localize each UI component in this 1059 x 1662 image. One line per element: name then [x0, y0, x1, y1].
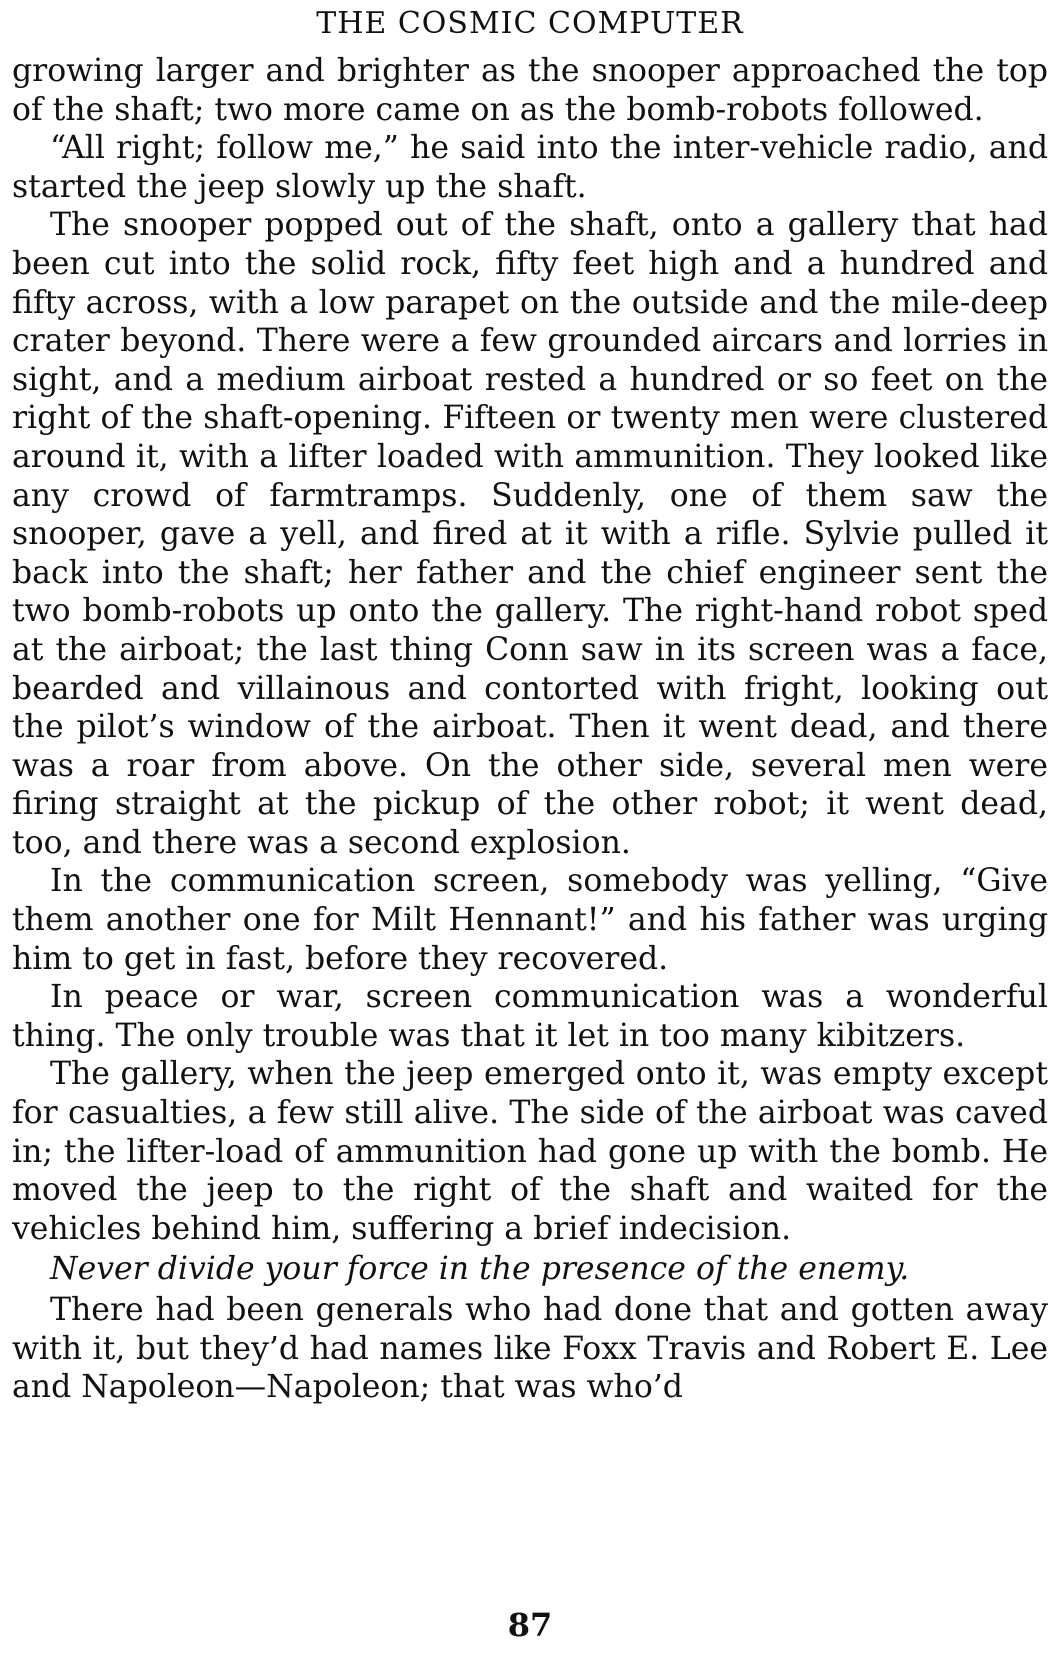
body-text	[12, 52, 1048, 1407]
paragraph-continued: growing larger and brighter as the snooper approached the top of the shaft; two more came on as the bomb-robots followed.	[12, 53, 1048, 128]
book-page	[12, 0, 1048, 1662]
running-head: THE COSMIC COMPUTER	[316, 6, 744, 41]
paragraph-kibitzers: In peace or war, screen communication was a wonderful thing. The only trouble was that it let in too many kibitzers.	[12, 979, 1048, 1054]
paragraph-gallery-empty: The gallery, when the jeep emerged onto it, was empty except for casualties, a few still alive. The side of the airboat was caved in; the lifter-load of ammunition had gone up with the bomb. He moved the jeep to the right of the shaft and waited for the vehicles behind him, suffering a brief indecision.	[12, 1056, 1048, 1247]
paragraph-gallery-attack: The snooper popped out of the shaft, onto a gallery that had been cut into the solid rock, fifty feet high and a hundred and fifty across, with a low parapet on the outside and the mile-deep crater beyond. There were a few grounded aircars and lorries in sight, and a medium airboat rested a hundred or so feet on the right of the shaft-opening. Fifteen or twenty men were clustered around it, with a lifter loaded with ammunition. They looked like any crowd of farmtramps. Suddenly, one of them saw the snooper, gave a yell, and fired at it with a rifle. Sylvie pulled it back into the shaft; her father and the chief engineer sent the two bomb-robots up onto the gallery. The right-hand robot sped at the airboat; the last thing Conn saw in its screen was a face, bearded and villainous and contorted with fright, looking out the pilot’s window of the airboat. Then it went dead, and there was a roar from above. On the other side, several men were firing straight at the pickup of the other robot; it went dead, too, and there was a second explosion.	[12, 207, 1048, 861]
page-number: 87	[507, 1606, 553, 1644]
paragraph-radio-order: “All right; follow me,” he said into the inter-vehicle radio, and started the jeep slowly up the shaft.	[12, 130, 1048, 205]
paragraph-maxim: Never divide your force in the presence of the enemy.	[50, 1251, 910, 1288]
paragraph-generals: There had been generals who had done that and gotten away with it, but they’d had names like Foxx Travis and Robert E. Lee and Napoleon—Napoleon; that was who’d	[12, 1292, 1048, 1406]
paragraph-communication-screen: In the communication screen, somebody was yelling, “Give them another one for Milt Hennant!” and his father was urging him to get in fast, before they recovered.	[12, 863, 1048, 977]
